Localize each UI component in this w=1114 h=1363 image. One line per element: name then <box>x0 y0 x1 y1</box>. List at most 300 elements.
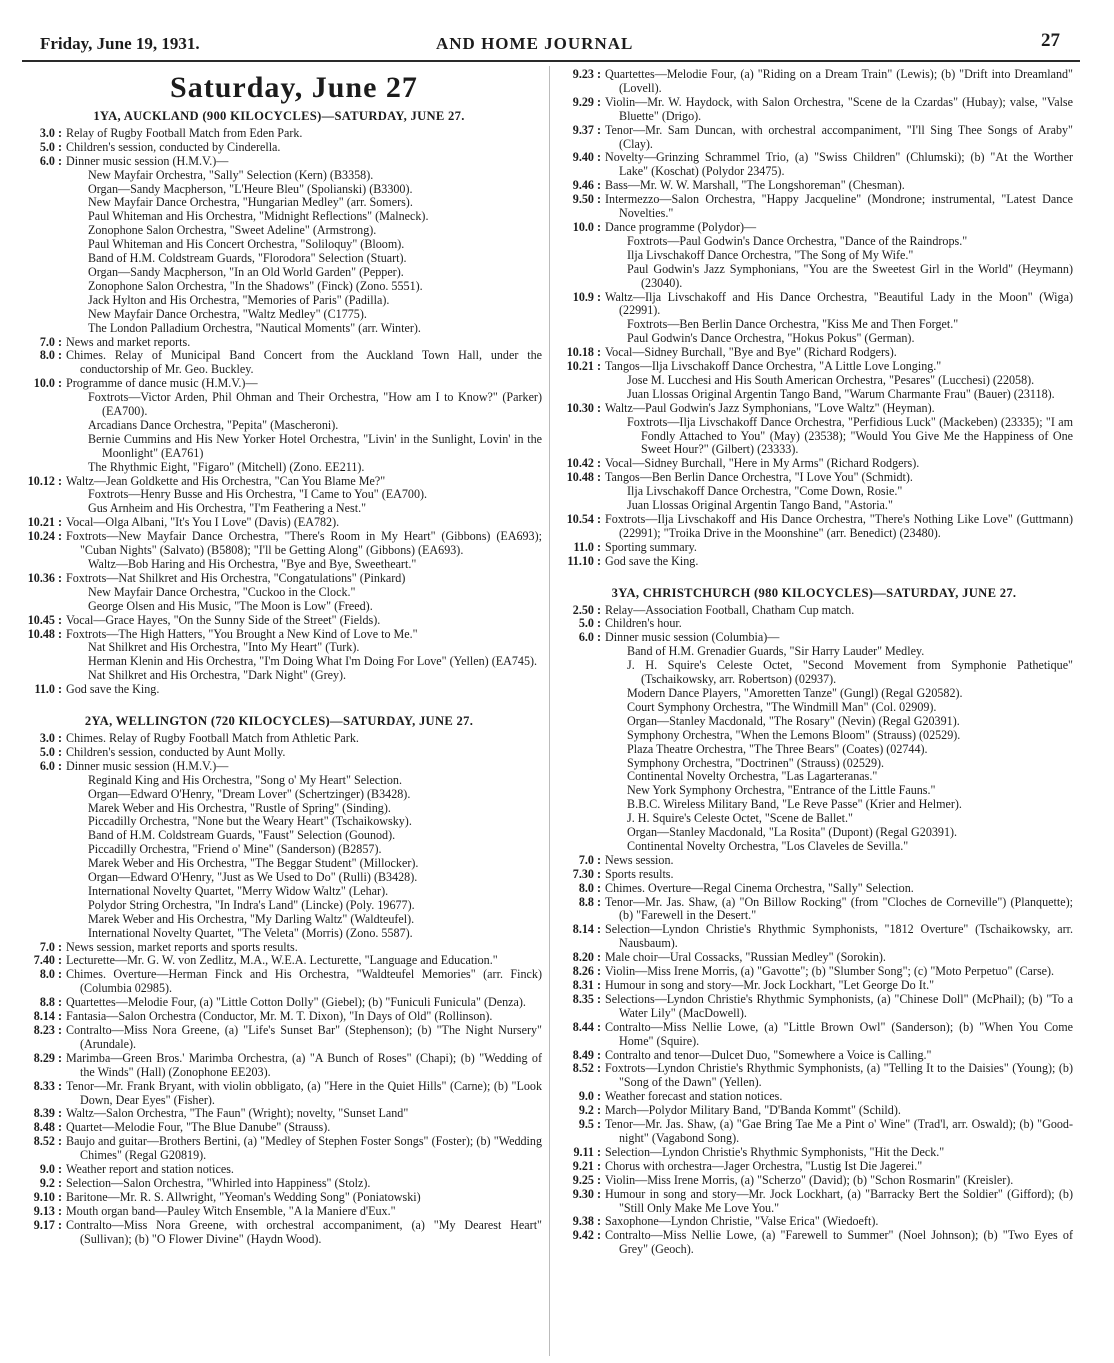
entry-text <box>601 631 1073 854</box>
station-heading: 3YA, CHRISTCHURCH (980 KILOCYCLES)—SATURDAY, JUNE 27. <box>611 585 1017 600</box>
entry-time: 9.10 : <box>16 1191 62 1205</box>
entry-line: News session, market reports and sports results. <box>66 939 298 954</box>
entry-text <box>62 377 542 474</box>
programme-entry <box>16 155 542 336</box>
entry-text <box>601 965 1073 979</box>
programme-entry <box>555 854 1073 868</box>
entry-time: 8.26 : <box>555 965 601 979</box>
entry-line: Waltz—Ilja Livschakoff and His Dance Orchestra, "Beautiful Lady in the Moon" (Wiga) (22991). <box>605 289 1073 318</box>
entry-time: 10.9 : <box>555 291 601 347</box>
entry-line: Plaza Theatre Orchestra, "The Three Bears" (Coates) (02744). <box>627 741 928 756</box>
entry-time: 2.50 : <box>555 604 601 618</box>
entry-time: 5.0 : <box>555 617 601 631</box>
programme-entry <box>16 1024 542 1052</box>
entry-line: New Mayfair Dance Orchestra, "Hungarian Medley" (arr. Somers). <box>88 195 413 210</box>
programme-entry <box>16 1219 542 1247</box>
entry-line: Foxtrots—Ilja Livschakoff and His Dance Orchestra, "There's Nothing Like Love" (Guttmann) (22991); "Troika Drive in the Moonshine" (arr. Benedict) (23480). <box>605 512 1073 540</box>
entry-time: 9.0 : <box>555 1090 601 1104</box>
programme-entry <box>16 377 542 474</box>
entry-line: Weather forecast and station notices. <box>605 1089 783 1104</box>
entry-line: Bernie Cummins and His New Yorker Hotel Orchestra, "Livin' in the Sunlight, Lovin' in the Moonlight" (EA761) <box>88 431 542 460</box>
programme-entry <box>16 683 542 697</box>
entry-line: Tenor—Mr. Jas. Shaw, (a) "Gae Bring Tae Me a Pint o' Wine" (Trad'l, arr. Oswald); (b) "Good-night" (Vagabond Song). <box>605 1117 1073 1145</box>
entry-line: The Rhythmic Eight, "Figaro" (Mitchell) (Zono. EE211). <box>88 459 365 474</box>
header-rule <box>22 60 1080 62</box>
entry-line: Marek Weber and His Orchestra, "My Darling Waltz" (Waldteufel). <box>88 911 415 926</box>
programme-entry <box>555 541 1073 555</box>
entry-text <box>601 1174 1073 1188</box>
entry-line: Marimba—Green Bros.' Marimba Orchestra, (a) "A Bunch of Roses" (Chapi); (b) "Wedding of the Winds" (Hall) (Zonophone EE203). <box>66 1050 542 1079</box>
programme-entry <box>555 96 1073 124</box>
entry-line: Sports results. <box>605 866 674 881</box>
entry-text <box>601 993 1073 1021</box>
entry-line: Jose M. Lucchesi and His South American Orchestra, "Pesares" (Lucchesi) (22058). <box>627 372 1035 387</box>
programme-entry <box>16 1163 542 1177</box>
entry-line: Contralto—Miss Nellie Lowe, (a) "Farewell to Summer" (Noel Johnson); (b) "Two Eyes of Grey" (Geoch). <box>605 1228 1073 1257</box>
entry-line: Dinner music session (Columbia)— <box>605 630 780 645</box>
programme-entry <box>555 346 1073 360</box>
entry-line: Foxtrots—Ben Berlin Dance Orchestra, "Kiss Me and Then Forget." <box>627 317 959 332</box>
entry-line: Nat Shilkret and His Orchestra, "Dark Night" (Grey). <box>88 668 347 683</box>
programme-entry <box>16 1177 542 1191</box>
right-column <box>555 68 1073 1257</box>
programme-entry <box>555 221 1073 291</box>
entry-line: Nat Shilkret and His Orchestra, "Into My Heart" (Turk). <box>88 640 360 655</box>
entry-text <box>601 1021 1073 1049</box>
entry-line: New Mayfair Dance Orchestra, "Cuckoo in the Clock." <box>88 584 356 599</box>
entry-line: Band of H.M. Grenadier Guards, "Sir Harry Lauder" Medley. <box>627 644 925 659</box>
entry-line: Contralto and tenor—Dulcet Duo, "Somewhere a Voice is Calling." <box>605 1047 932 1062</box>
entry-text <box>601 617 1073 631</box>
entry-time: 8.52 : <box>16 1135 62 1163</box>
entry-time: 9.5 : <box>555 1118 601 1146</box>
entry-text <box>62 141 542 155</box>
entry-time: 8.39 : <box>16 1107 62 1121</box>
entry-text <box>601 854 1073 868</box>
entry-line: Chimes. Relay of Rugby Football Match from Athletic Park. <box>66 730 359 745</box>
entry-line: Continental Novelty Orchestra, "Las Lagarteranas." <box>627 769 878 784</box>
programme-entry <box>16 127 542 141</box>
entry-text <box>62 1010 542 1024</box>
entry-line: Waltz—Jean Goldkette and His Orchestra, "Can You Blame Me?" <box>66 473 386 488</box>
entry-time: 10.42 : <box>555 457 601 471</box>
entry-text <box>62 336 542 350</box>
station-heading: 2YA, WELLINGTON (720 KILOCYCLES)—SATURDAY, JUNE 27. <box>84 714 474 729</box>
entry-line: Foxtrots—New Mayfair Dance Orchestra, "There's Room in My Heart" (Gibbons) (EA693); "Cuban Nights" (Salvato) (B5808); "I'll be Getting Along" (Gibbons) (EA693). <box>66 529 542 558</box>
entry-line: Foxtrots—Henry Busse and His Orchestra, "I Came to You" (EA700). <box>88 487 428 502</box>
entry-time: 8.52 : <box>555 1062 601 1090</box>
entry-line: Zonophone Salon Orchestra, "Sweet Adeline" (Armstrong). <box>88 223 377 238</box>
entry-text <box>601 291 1073 347</box>
programme-entry <box>555 555 1073 569</box>
entry-text <box>601 1104 1073 1118</box>
entry-time: 9.30 : <box>555 1188 601 1216</box>
entry-text <box>62 127 542 141</box>
programme-entry <box>16 1010 542 1024</box>
entry-line: Waltz—Bob Haring and His Orchestra, "Bye and Bye, Sweetheart." <box>88 557 417 571</box>
entry-line: Tangos—Ben Berlin Dance Orchestra, "I Love You" (Schmidt). <box>605 470 913 485</box>
entry-time: 8.23 : <box>16 1024 62 1052</box>
entry-text <box>601 193 1073 221</box>
entry-line: Contralto—Miss Nora Greene, with orchestral accompaniment, (a) "My Dearest Heart" (Sullivan); (b) "O Flower Divine" (Haydn Wood). <box>66 1217 542 1246</box>
entry-text <box>601 402 1073 458</box>
entry-line: Chimes. Overture—Regal Cinema Orchestra, "Sally" Selection. <box>605 880 914 895</box>
entry-line: Tenor—Mr. Sam Duncan, with orchestral accompaniment, "I'll Sing Thee Songs of Araby" (Clay). <box>605 122 1073 151</box>
entry-line: Lecturette—Mr. G. W. von Zedlitz, M.A., W.E.A. Lecturette, "Language and Education." <box>66 953 498 968</box>
entry-text <box>62 954 542 968</box>
entry-text <box>601 179 1073 193</box>
entry-line: Paul Godwin's Dance Orchestra, "Hokus Pokus" (German). <box>627 331 915 346</box>
programme-entry <box>555 896 1073 924</box>
programme-entry <box>555 868 1073 882</box>
programme-entry <box>555 513 1073 541</box>
programme-entry <box>16 628 542 684</box>
entry-line: Selection—Salon Orchestra, "Whirled into Happiness" (Stolz). <box>66 1175 371 1190</box>
programme-entry <box>16 941 542 955</box>
entry-line: Relay—Association Football, Chatham Cup match. <box>605 602 855 617</box>
programme-entry <box>555 471 1073 513</box>
entry-time: 10.48 : <box>16 628 62 684</box>
entry-time: 10.21 : <box>16 516 62 530</box>
programme-entry <box>555 965 1073 979</box>
entry-line: Paul Godwin's Jazz Symphonians, "You are the Sweetest Girl in the World" (Heymann) (23040). <box>627 261 1073 290</box>
entry-line: Continental Novelty Orchestra, "Los Claveles de Sevilla." <box>627 838 909 853</box>
entry-text <box>601 68 1073 96</box>
entry-time: 9.46 : <box>555 179 601 193</box>
entry-text <box>62 1135 542 1163</box>
entry-text <box>601 96 1073 124</box>
entry-line: Fantasia—Salon Orchestra (Conductor, Mr. M. T. Dixon), "In Days of Old" (Rollinson). <box>66 1009 493 1024</box>
entry-line: International Novelty Quartet, "Merry Widow Waltz" (Lehar). <box>88 883 389 898</box>
entry-text <box>62 628 542 684</box>
entry-time: 9.2 : <box>555 1104 601 1118</box>
programme-entry <box>555 402 1073 458</box>
entry-time: 8.0 : <box>555 882 601 896</box>
entry-line: George Olsen and His Music, "The Moon is Low" (Freed). <box>88 598 373 613</box>
entry-time: 10.0 : <box>555 221 601 291</box>
entry-line: Foxtrots—The High Hatters, "You Brought a New Kind of Love to Me." <box>66 626 418 641</box>
entry-text <box>62 683 542 697</box>
column-divider <box>549 66 550 1356</box>
entry-line: Juan Llossas Original Argentin Tango Band, "Warum Charmante Frau" (Bauer) (23118). <box>627 386 1055 401</box>
entry-text <box>601 346 1073 360</box>
programme-entry <box>16 746 542 760</box>
programme-entry <box>555 1049 1073 1063</box>
entry-text <box>62 1163 542 1177</box>
entry-time: 7.0 : <box>16 941 62 955</box>
entry-line: Relay of Rugby Football Match from Eden Park. <box>66 125 303 140</box>
entry-time: 11.0 : <box>16 683 62 697</box>
entry-text <box>601 513 1073 541</box>
programme-entry <box>555 617 1073 631</box>
entry-line: Organ—Stanley Macdonald, "La Rosita" (Dupont) (Regal G20391). <box>627 825 958 840</box>
entry-time: 9.29 : <box>555 96 601 124</box>
entry-time: 10.54 : <box>555 513 601 541</box>
entry-line: Intermezzo—Salon Orchestra, "Happy Jacqueline" (Mondrone; instrumental, "Latest Dance Novelties." <box>605 192 1073 221</box>
entry-line: Mouth organ band—Pauley Witch Ensemble, "A la Maniere d'Eux." <box>66 1203 396 1218</box>
programme-entry <box>555 1062 1073 1090</box>
entry-line: New York Symphony Orchestra, "Entrance of the Little Fauns." <box>627 783 936 798</box>
entry-line: Dance programme (Polydor)— <box>605 219 757 234</box>
programme-entry <box>555 1090 1073 1104</box>
entry-text <box>601 541 1073 555</box>
entry-line: Contralto—Miss Nora Greene, (a) "Life's Sunset Bar" (Stephenson); (b) "The Night Nursery" (Arundale). <box>66 1023 542 1051</box>
entry-line: Organ—Sandy Macpherson, "In an Old World Garden" (Pepper). <box>88 264 404 279</box>
entry-time: 9.23 : <box>555 68 601 96</box>
entry-line: Waltz—Salon Orchestra, "The Faun" (Wright); novelty, "Sunset Land" <box>66 1106 409 1121</box>
programme-entry <box>555 1146 1073 1160</box>
entry-line: God save the King. <box>66 682 160 697</box>
entry-line: Foxtrots—Victor Arden, Phil Ohman and Their Orchestra, "How am I to Know?" (Parker) (EA700). <box>88 390 542 419</box>
programme-entry <box>16 1205 542 1219</box>
entry-time: 6.0 : <box>16 760 62 941</box>
entry-text <box>62 996 542 1010</box>
entry-line: New Mayfair Orchestra, "Sally" Selection (Kern) (B3358). <box>88 167 374 182</box>
entry-time: 10.24 : <box>16 530 62 572</box>
programme-entry <box>16 1135 542 1163</box>
entry-line: Organ—Edward O'Henry, "Just as We Used to Do" (Rulli) (B3428). <box>88 870 418 885</box>
entry-text <box>62 1177 542 1191</box>
programme-entry <box>555 151 1073 179</box>
entry-time: 8.29 : <box>16 1052 62 1080</box>
programme-entry <box>555 993 1073 1021</box>
entry-text <box>601 923 1073 951</box>
entry-line: Dinner music session (H.M.V.)— <box>66 758 229 773</box>
entry-time: 9.50 : <box>555 193 601 221</box>
entry-line: Chorus with orchestra—Jager Orchestra, "Lustig Ist Die Jagerei." <box>605 1158 923 1173</box>
entry-text <box>62 941 542 955</box>
entry-time: 10.18 : <box>555 346 601 360</box>
entry-line: Polydor String Orchestra, "In Indra's Land" (Lincke) (Poly. 19677). <box>88 897 415 912</box>
programme-entry <box>555 1229 1073 1257</box>
entry-line: Vocal—Grace Hayes, "On the Sunny Side of the Street" (Fields). <box>66 612 381 627</box>
entry-line: Bass—Mr. W. W. Marshall, "The Longshoreman" (Chesman). <box>605 178 905 193</box>
entry-text <box>62 968 542 996</box>
entry-line: Children's session, conducted by Aunt Molly. <box>66 744 286 759</box>
entry-time: 8.8 : <box>555 896 601 924</box>
entry-line: Children's hour. <box>605 616 682 631</box>
programme-entry <box>555 1104 1073 1118</box>
entry-line: Novelty—Grinzing Schrammel Trio, (a) "Swiss Children" (Chlumski); (b) "At the Worther Lake" (Koschat) (Polydor 23475). <box>605 150 1073 179</box>
entry-line: Court Symphony Orchestra, "The Windmill Man" (Col. 02909). <box>627 699 937 714</box>
programme-entry <box>16 614 542 628</box>
entry-text <box>62 760 542 941</box>
page-title: Saturday, June 27 <box>170 71 418 104</box>
entry-text <box>62 1121 542 1135</box>
entry-line: Waltz—Paul Godwin's Jazz Symphonians, "Love Waltz" (Heyman). <box>605 400 935 415</box>
entry-time: 9.17 : <box>16 1219 62 1247</box>
programme-entry <box>16 475 542 517</box>
programme-entry <box>16 349 542 377</box>
programme-entry <box>555 951 1073 965</box>
entry-text <box>601 979 1073 993</box>
entry-line: Selection—Lyndon Christie's Rhythmic Symphonists, "1812 Overture" (Tschaikowsky, arr. Nausbaum). <box>605 922 1073 951</box>
entry-text <box>601 951 1073 965</box>
station-heading: 1YA, AUCKLAND (900 KILOCYCLES)—SATURDAY, JUNE 27. <box>93 109 465 123</box>
entry-line: Band of H.M. Coldstream Guards, "Faust" Selection (Gounod). <box>88 828 396 843</box>
programme-entry <box>16 1080 542 1108</box>
entry-time: 8.0 : <box>16 349 62 377</box>
entry-text <box>62 614 542 628</box>
programme-entry <box>16 1107 542 1121</box>
entry-line: Vocal—Sidney Burchall, "Bye and Bye" (Richard Rodgers). <box>605 345 897 360</box>
entry-time: 8.33 : <box>16 1080 62 1108</box>
entry-time: 8.48 : <box>16 1121 62 1135</box>
entry-time: 10.45 : <box>16 614 62 628</box>
programme-entry <box>16 968 542 996</box>
entry-line: Herman Klenin and His Orchestra, "I'm Doing What I'm Doing For Love" (Yellen) (EA745). <box>88 654 538 669</box>
programme-entry <box>555 1215 1073 1229</box>
entry-text <box>62 1080 542 1108</box>
entry-text <box>601 868 1073 882</box>
entry-time: 9.25 : <box>555 1174 601 1188</box>
entry-time: 9.2 : <box>16 1177 62 1191</box>
entry-line: Gus Arnheim and His Orchestra, "I'm Feathering a Nest." <box>88 501 367 516</box>
entry-text <box>601 1090 1073 1104</box>
programme-entry <box>555 193 1073 221</box>
entry-text <box>601 1118 1073 1146</box>
entry-time: 8.44 : <box>555 1021 601 1049</box>
entry-text <box>62 746 542 760</box>
entry-line: Quartet—Melodie Four, "The Blue Danube" (Strauss). <box>66 1120 331 1135</box>
entry-line: Selections—Lyndon Christie's Rhythmic Symphonists, (a) "Chinese Doll" (McPhail); (b) "To a Water Lily" (MacDowell). <box>605 991 1073 1020</box>
entry-text <box>62 572 542 614</box>
entry-line: Programme of dance music (H.M.V.)— <box>66 376 258 391</box>
entry-line: Organ—Edward O'Henry, "Dream Lover" (Schertzinger) (B3428). <box>88 786 411 801</box>
programme-entry <box>16 732 542 746</box>
entry-line: J. H. Squire's Celeste Octet, "Second Movement from Symphonie Pathetique" (Tschaikowsky, arr. Robertson) (02937). <box>627 658 1073 687</box>
entry-time: 8.49 : <box>555 1049 601 1063</box>
programme-entry <box>16 1121 542 1135</box>
entry-line: Saxophone—Lyndon Christie, "Valse Erica" (Wiedoeft). <box>605 1214 879 1229</box>
entry-line: Baritone—Mr. R. S. Allwright, "Yeoman's Wedding Song" (Poniatowski) <box>66 1189 421 1204</box>
entry-text <box>601 1229 1073 1257</box>
entry-time: 9.13 : <box>16 1205 62 1219</box>
programme-entry <box>555 979 1073 993</box>
entry-time: 9.38 : <box>555 1215 601 1229</box>
entry-time: 9.11 : <box>555 1146 601 1160</box>
entry-line: March—Polydor Military Band, "D'Banda Kommt" (Schild). <box>605 1103 901 1118</box>
entry-line: Ilja Livschakoff Dance Orchestra, "The Song of My Wife." <box>627 247 914 262</box>
entry-time: 10.12 : <box>16 475 62 517</box>
entry-line: Symphony Orchestra, "When the Lemons Bloom" (Strauss) (02529). <box>627 727 961 742</box>
entry-time: 10.48 : <box>555 471 601 513</box>
entry-line: Children's session, conducted by Cinderella. <box>66 139 281 154</box>
entry-line: Zonophone Salon Orchestra, "In the Shadows" (Finck) (Zono. 5551). <box>88 278 423 293</box>
entry-text <box>601 882 1073 896</box>
entry-text <box>601 1188 1073 1216</box>
programme-entry <box>16 1052 542 1080</box>
entry-line: International Novelty Quartet, "The Veleta" (Morris) (Zono. 5587). <box>88 925 413 940</box>
entry-time: 7.0 : <box>555 854 601 868</box>
entry-line: Symphony Orchestra, "Doctrinen" (Strauss) (02529). <box>627 755 885 770</box>
page-number: 27 <box>1041 30 1060 51</box>
entry-line: Weather report and station notices. <box>66 1162 234 1177</box>
entry-line: J. H. Squire's Celeste Octet, "Scene de Ballet." <box>627 811 853 826</box>
programme-entry <box>16 530 542 572</box>
programme-entry <box>555 1160 1073 1174</box>
entry-text <box>601 1215 1073 1229</box>
entry-line: God save the King. <box>605 553 699 568</box>
entry-time: 9.42 : <box>555 1229 601 1257</box>
entry-time: 8.20 : <box>555 951 601 965</box>
entry-text <box>62 155 542 336</box>
entry-time: 8.31 : <box>555 979 601 993</box>
entry-text <box>601 151 1073 179</box>
entry-text <box>62 732 542 746</box>
entry-time: 8.14 : <box>555 923 601 951</box>
entry-time: 11.10 : <box>555 555 601 569</box>
entry-time: 7.30 : <box>555 868 601 882</box>
entry-time: 9.0 : <box>16 1163 62 1177</box>
entry-text <box>601 457 1073 471</box>
entry-line: Ilja Livschakoff Dance Orchestra, "Come Down, Rosie." <box>627 484 903 499</box>
entry-line: Paul Whiteman and His Concert Orchestra, "Soliloquy" (Bloom). <box>88 237 405 252</box>
programme-entry <box>16 996 542 1010</box>
entry-time: 3.0 : <box>16 732 62 746</box>
entry-time: 5.0 : <box>16 141 62 155</box>
programme-entry <box>16 336 542 350</box>
entry-text <box>62 349 542 377</box>
programme-entry <box>16 572 542 614</box>
journal-title: AND HOME JOURNAL <box>436 34 634 53</box>
entry-time: 3.0 : <box>16 127 62 141</box>
entry-line: Vocal—Sidney Burchall, "Here in My Arms" (Richard Rodgers). <box>605 456 920 471</box>
entry-line: Organ—Stanley Macdonald, "The Rosary" (Nevin) (Regal G20391). <box>627 713 960 728</box>
entry-time: 8.0 : <box>16 968 62 996</box>
entry-time: 10.36 : <box>16 572 62 614</box>
programme-entry <box>555 1188 1073 1216</box>
entry-time: 8.35 : <box>555 993 601 1021</box>
entry-text <box>62 1191 542 1205</box>
entry-time: 6.0 : <box>555 631 601 854</box>
entry-line: Violin—Miss Irene Morris, (a) "Scherzo" (David); (b) "Schon Rosmarin" (Kreisler). <box>605 1172 1014 1187</box>
entry-time: 6.0 : <box>16 155 62 336</box>
entry-text <box>62 1219 542 1247</box>
programme-entry <box>555 923 1073 951</box>
entry-line: Tenor—Mr. Jas. Shaw, (a) "On Billow Rocking" (from "Cloches de Corneville") (Planquette); (b) "Farewell in the Desert." <box>605 894 1073 923</box>
programme-entry <box>16 141 542 155</box>
entry-time: 5.0 : <box>16 746 62 760</box>
programme-entry <box>16 516 542 530</box>
entry-text <box>62 475 542 517</box>
programme-entry <box>555 1021 1073 1049</box>
page-header <box>40 30 1060 58</box>
entry-text <box>601 555 1073 569</box>
entry-time: 9.40 : <box>555 151 601 179</box>
issue-date: Friday, June 19, 1931. <box>40 34 200 53</box>
entry-line: Selection—Lyndon Christie's Rhythmic Symphonists, "Hit the Deck." <box>605 1144 945 1159</box>
entry-line: Marek Weber and His Orchestra, "The Beggar Student" (Millocker). <box>88 856 419 871</box>
programme-entry <box>555 360 1073 402</box>
programme-entry <box>16 1191 542 1205</box>
programme-entry <box>555 124 1073 152</box>
entry-line: Chimes. Overture—Herman Finck and His Orchestra, "Waldteufel Memories" (arr. Finck) (Columbia 02985). <box>66 967 542 996</box>
entry-text <box>62 516 542 530</box>
entry-time: 7.0 : <box>16 336 62 350</box>
entry-line: Foxtrots—Paul Godwin's Dance Orchestra, "Dance of the Raindrops." <box>627 233 968 248</box>
entry-line: Juan Llossas Original Argentin Tango Band, "Astoria." <box>627 498 893 513</box>
entry-line: Quartettes—Melodie Four, (a) "Riding on a Dream Train" (Lewis); (b) "Drift into Dreamland" (Lovell). <box>605 67 1073 95</box>
entry-time: 10.30 : <box>555 402 601 458</box>
programme-entry <box>16 760 542 941</box>
entry-line: Modern Dance Players, "Amoretten Tanze" (Gungl) (Regal G20582). <box>627 685 963 700</box>
programme-entry <box>555 291 1073 347</box>
entry-text <box>601 604 1073 618</box>
entry-line: Baujo and guitar—Brothers Bertini, (a) "Medley of Stephen Foster Songs" (Foster); (b) "Wedding Chimes" (Regal G20819). <box>66 1134 542 1163</box>
entry-line: Tangos—Ilja Livschakoff Dance Orchestra, "A Little Love Longing." <box>605 359 942 374</box>
entry-time: 8.14 : <box>16 1010 62 1024</box>
